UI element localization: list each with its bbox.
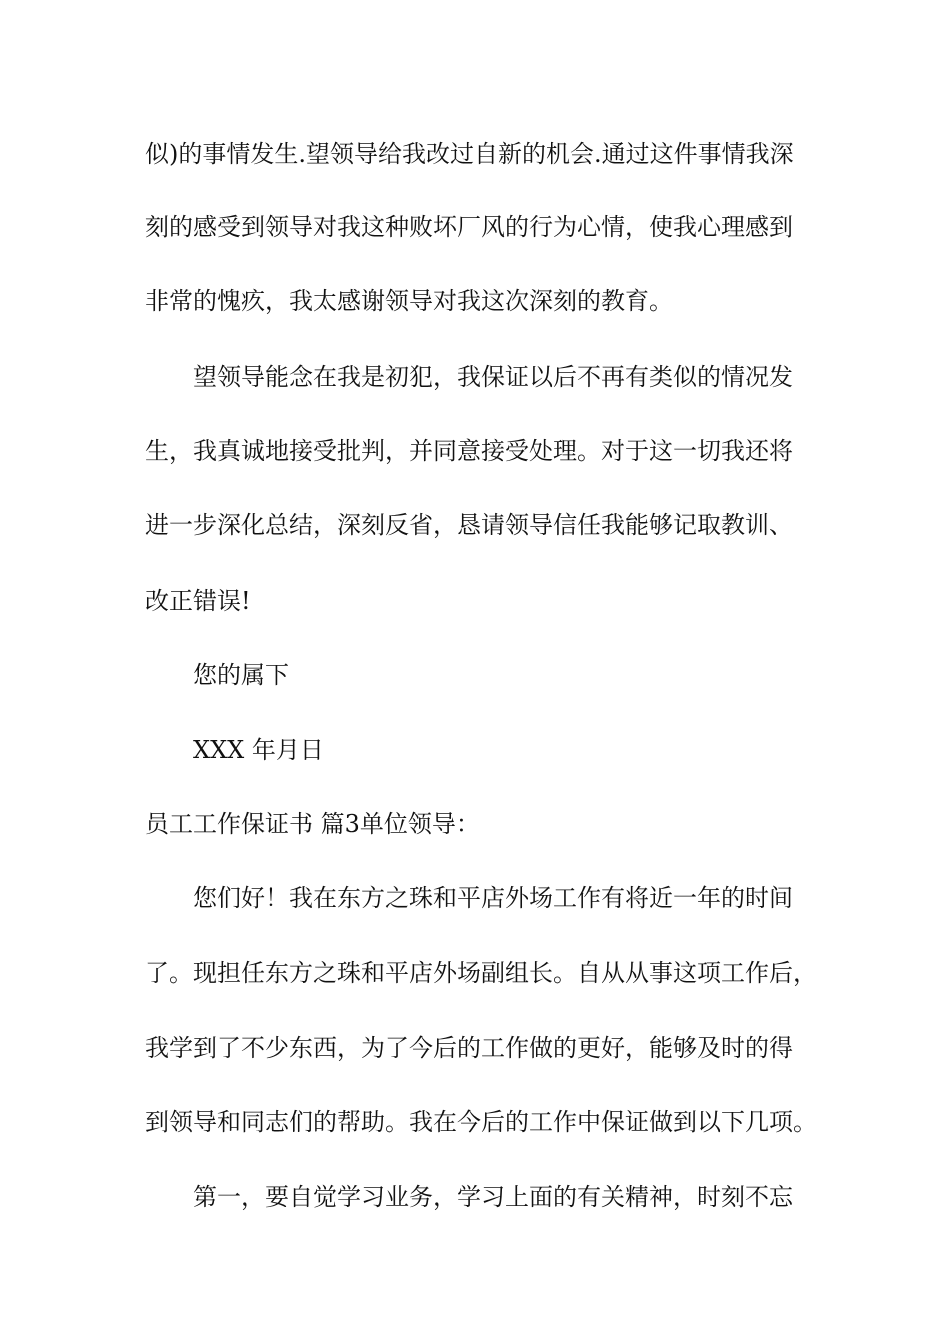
paragraph-line: 您们好！我在东方之珠和平店外场工作有将近一年的时间: [193, 884, 793, 912]
date-line: XXX 年月日: [193, 736, 324, 764]
paragraph-line: 到领导和同志们的帮助。我在今后的工作中保证做到以下几项。: [145, 1108, 817, 1136]
paragraph-line: 改正错误!: [145, 587, 251, 615]
paragraph-line: 似)的事情发生.望领导给我改过自新的机会.通过这件事情我深: [145, 140, 794, 168]
paragraph-line: 第一，要自觉学习业务，学习上面的有关精神，时刻不忘: [193, 1183, 793, 1211]
paragraph-line: 刻的感受到领导对我这种败坏厂风的行为心情，使我心理感到: [145, 213, 793, 241]
paragraph-line: 我学到了不少东西，为了今后的工作做的更好，能够及时的得: [145, 1034, 793, 1062]
signature-line: 您的属下: [193, 661, 289, 689]
paragraph-line: 非常的愧疚，我太感谢领导对我这次深刻的教育。: [145, 287, 673, 315]
section-heading: 员工工作保证书 篇3单位领导：: [145, 810, 480, 838]
paragraph-line: 生，我真诚地接受批判，并同意接受处理。对于这一切我还将: [145, 437, 793, 465]
paragraph-line: 了。现担任东方之珠和平店外场副组长。自从从事这项工作后，: [145, 959, 817, 987]
paragraph-line: 望领导能念在我是初犯，我保证以后不再有类似的情况发: [193, 363, 793, 391]
paragraph-line: 进一步深化总结，深刻反省，恳请领导信任我能够记取教训、: [145, 511, 793, 539]
